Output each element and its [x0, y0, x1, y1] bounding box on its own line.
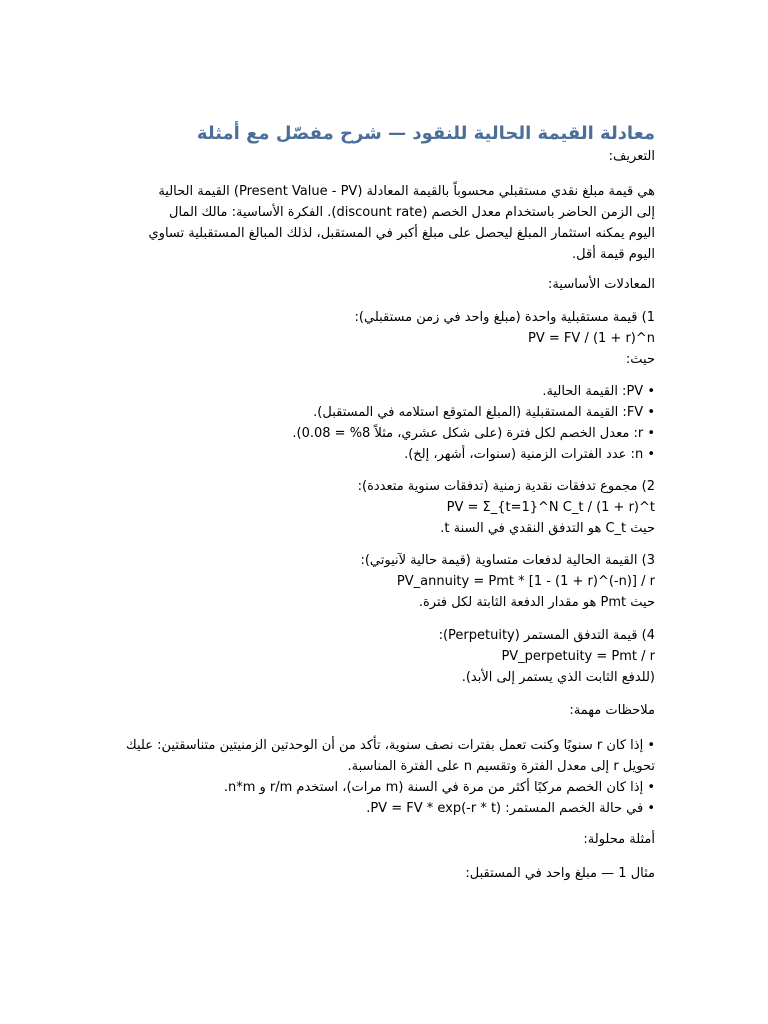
equation-4-label: 4) قيمة التدفق المستمر (Perpetuity): [438, 628, 655, 643]
definition-line: إلى الزمن الحاضر باستخدام معدل الخصم (discount rate). الفكرة الأساسية: مالك المال [169, 205, 655, 220]
equation-4-note: (للدفع الثابت الذي يستمر إلى الأبد). [461, 670, 655, 685]
page-title: معادلة القيمة الحالية للنقود — شرح مفصّل مع أمثلة [196, 123, 655, 144]
equation-2-section [110, 476, 655, 539]
equation-2-label: 2) مجموع تدفقات نقدية زمنية (تدفقات سنوية متعددة): [357, 479, 655, 494]
variable-item: • PV: القيمة الحالية. [542, 384, 655, 399]
definition-heading: التعريف: [608, 149, 655, 164]
notes-list [110, 735, 655, 819]
notes-heading: ملاحظات مهمة: [569, 703, 655, 718]
note-item: • إذا كان r سنويًا وكنت تعمل بفترات نصف سنوية، تأكد من أن الوحدتين الزمنيتين متناسقتين: عليك تحويل r إلى معدل الفترة وتقسيم n على الفترة المناسبة. [126, 738, 655, 774]
equation-4-section [110, 625, 655, 688]
equation-3-section [110, 550, 655, 613]
equation-4-formula: PV_perpetuity = Pmt / r [501, 649, 655, 664]
equation-1-where: حيث: [625, 352, 655, 367]
equation-1-label: 1) قيمة مستقبلية واحدة (مبلغ واحد في زمن مستقبلي): [354, 310, 655, 325]
note-item: • إذا كان الخصم مركبًا أكثر من مرة في السنة (m مرات)، استخدم r/m و n*m. [223, 780, 655, 795]
equation-3-note: حيث Pmt هو مقدار الدفعة الثابتة لكل فترة. [418, 595, 655, 610]
equation-3-label: 3) القيمة الحالية لدفعات متساوية (قيمة حالية لآنيوتي): [360, 553, 655, 568]
definition-line: اليوم يمكنه استثمار المبلغ ليحصل على مبلغ أكبر في المستقبل، لذلك المبالغ المستقبلية تساوي [148, 226, 655, 241]
examples-heading: أمثلة محلولة: [583, 832, 655, 847]
equation-2-formula: PV = Σ_{t=1}^N C_t / (1 + r)^t [446, 500, 655, 515]
equations-heading: المعادلات الأساسية: [548, 277, 655, 292]
equation-1-formula: PV = FV / (1 + r)^n [528, 331, 655, 346]
definition-line: اليوم قيمة أقل. [572, 247, 655, 262]
variable-item: • FV: القيمة المستقبلية (المبلغ المتوقع استلامه في المستقبل). [313, 405, 655, 420]
note-item: • في حالة الخصم المستمر: PV = FV * exp(-r * t). [366, 801, 655, 816]
example-1-heading: مثال 1 — مبلغ واحد في المستقبل: [465, 866, 655, 881]
equation-2-note: حيث C_t هو التدفق النقدي في السنة t. [440, 521, 655, 536]
equation-3-formula: PV_annuity = Pmt * [1 - (1 + r)^(-n)] / r [396, 574, 655, 589]
definition-paragraph [110, 181, 655, 265]
variable-item: • n: عدد الفترات الزمنية (سنوات، أشهر، إلخ). [404, 447, 655, 462]
definition-line: هي قيمة مبلغ نقدي مستقبلي محسوباً بالقيمة المعادلة (Present Value - PV) القيمة الحالية [158, 184, 655, 199]
equation-1-section [110, 307, 655, 370]
variable-item: • r: معدل الخصم لكل فترة (على شكل عشري، مثلاً 8% = 0.08). [292, 426, 655, 441]
equation-1-variables [110, 381, 655, 465]
